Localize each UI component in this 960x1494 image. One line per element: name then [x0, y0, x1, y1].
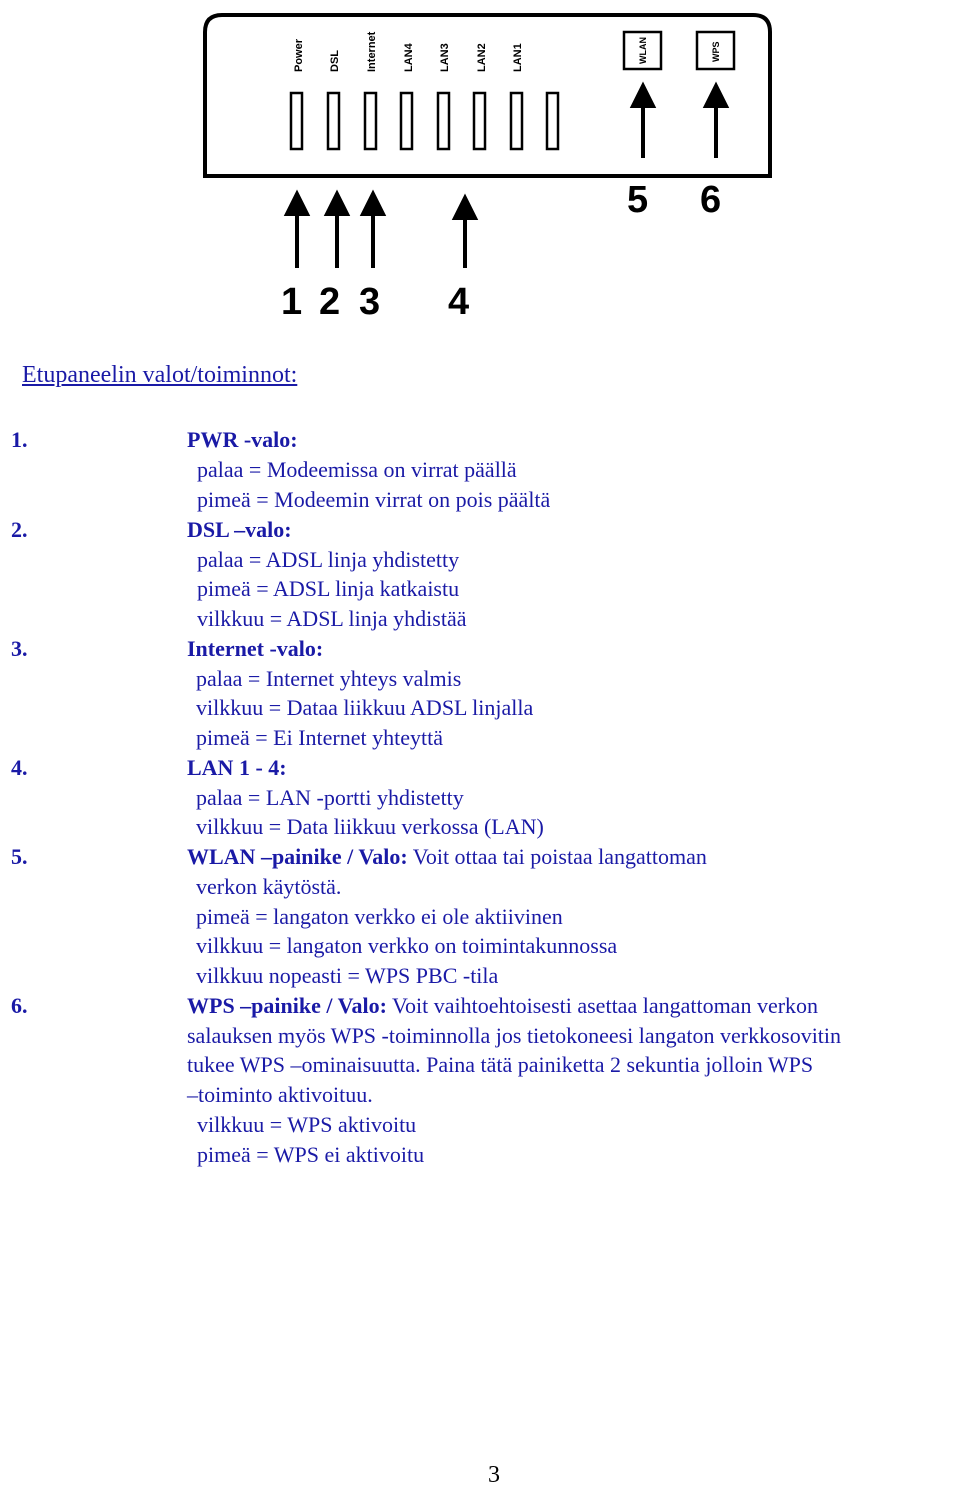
- callout-number-5: 5: [627, 179, 649, 221]
- item-line: palaa = LAN -portti yhdistetty: [196, 785, 464, 810]
- item-title: [187, 842, 707, 872]
- led-label-dsl: DSL: [329, 50, 341, 72]
- item-description: Voit vaihtoehtoisesti asettaa langattoman verkon: [386, 993, 819, 1018]
- arrow-up-icon: [327, 194, 347, 268]
- item-line: tukee WPS –ominaisuutta. Paina tätä painiketta 2 sekuntia jolloin WPS: [187, 1052, 814, 1077]
- item-description: Voit ottaa tai poistaa langattoman: [407, 844, 707, 869]
- arrow-up-icon: [287, 194, 307, 268]
- item-line: pimeä = Modeemin virrat on pois päältä: [197, 487, 551, 512]
- led-label-lan3: LAN3: [439, 43, 451, 72]
- item-line: –toiminto aktivoituu.: [187, 1082, 373, 1107]
- led-label-lan2: LAN2: [476, 43, 488, 72]
- item-title: [187, 425, 298, 455]
- item-line: salauksen myös WPS -toiminnolla jos tietokoneesi langaton verkkosovitin: [187, 1023, 842, 1048]
- led-label-lan1: LAN1: [512, 43, 524, 72]
- arrow-up-icon: [363, 194, 383, 268]
- led-internet: [365, 93, 376, 149]
- item-title-text: WLAN –painike / Valo:: [187, 844, 408, 869]
- item-number: 6.: [11, 993, 28, 1018]
- led-extra: [547, 93, 558, 149]
- led-lan3: [438, 93, 449, 149]
- item-line: verkon käytöstä.: [196, 874, 342, 899]
- wps-button-label: WPS: [711, 41, 721, 62]
- item-title: [187, 634, 323, 664]
- led-lan1: [511, 93, 522, 149]
- item-title-text: Internet -valo:: [187, 636, 324, 661]
- wlan-button-label: WLAN: [638, 37, 648, 64]
- item-title-text: DSL –valo:: [187, 517, 292, 542]
- front-panel-diagram: [0, 0, 960, 340]
- item-line: vilkkuu nopeasti = WPS PBC -tila: [196, 963, 499, 988]
- item-line: pimeä = WPS ei aktivoitu: [197, 1142, 425, 1167]
- item-number: 2.: [11, 517, 28, 542]
- item-title: [187, 991, 818, 1021]
- led-lan2: [474, 93, 485, 149]
- callout-number-1: 1: [281, 281, 303, 323]
- led-power: [291, 93, 302, 149]
- item-line: vilkkuu = langaton verkko on toimintakunnossa: [196, 933, 618, 958]
- item-line: palaa = ADSL linja yhdistetty: [197, 547, 460, 572]
- section-heading: Etupaneelin valot/toiminnot:: [22, 362, 298, 388]
- led-label-lan4: LAN4: [403, 43, 415, 72]
- item-number: 4.: [11, 755, 28, 780]
- page-number: 3: [488, 1462, 500, 1488]
- led-lan4: [401, 93, 412, 149]
- item-line: vilkkuu = Data liikkuu verkossa (LAN): [196, 814, 544, 839]
- item-line: vilkkuu = ADSL linja yhdistää: [197, 606, 467, 631]
- item-line: pimeä = langaton verkko ei ole aktiivinen: [196, 904, 563, 929]
- item-number: 3.: [11, 636, 28, 661]
- led-dsl: [328, 93, 339, 149]
- item-title: [187, 515, 292, 545]
- item-line: vilkkuu = WPS aktivoitu: [197, 1112, 417, 1137]
- callout-number-6: 6: [700, 179, 722, 221]
- arrow-up-icon: [455, 198, 475, 268]
- led-label-power: Power: [293, 38, 305, 72]
- callout-number-4: 4: [448, 281, 470, 323]
- item-title-text: PWR -valo:: [187, 427, 298, 452]
- item-title-text: WPS –painike / Valo:: [187, 993, 387, 1018]
- item-title: [187, 753, 287, 783]
- item-line: pimeä = Ei Internet yhteyttä: [196, 725, 443, 750]
- item-number: 5.: [11, 844, 28, 869]
- item-number: 1.: [11, 427, 28, 452]
- item-line: palaa = Internet yhteys valmis: [196, 666, 462, 691]
- item-line: vilkkuu = Dataa liikkuu ADSL linjalla: [196, 695, 534, 720]
- item-line: palaa = Modeemissa on virrat päällä: [197, 457, 517, 482]
- led-label-internet: Internet: [366, 31, 378, 72]
- callout-number-3: 3: [359, 281, 381, 323]
- item-title-text: LAN 1 - 4:: [187, 755, 287, 780]
- item-line: pimeä = ADSL linja katkaistu: [197, 576, 460, 601]
- callout-number-2: 2: [319, 281, 341, 323]
